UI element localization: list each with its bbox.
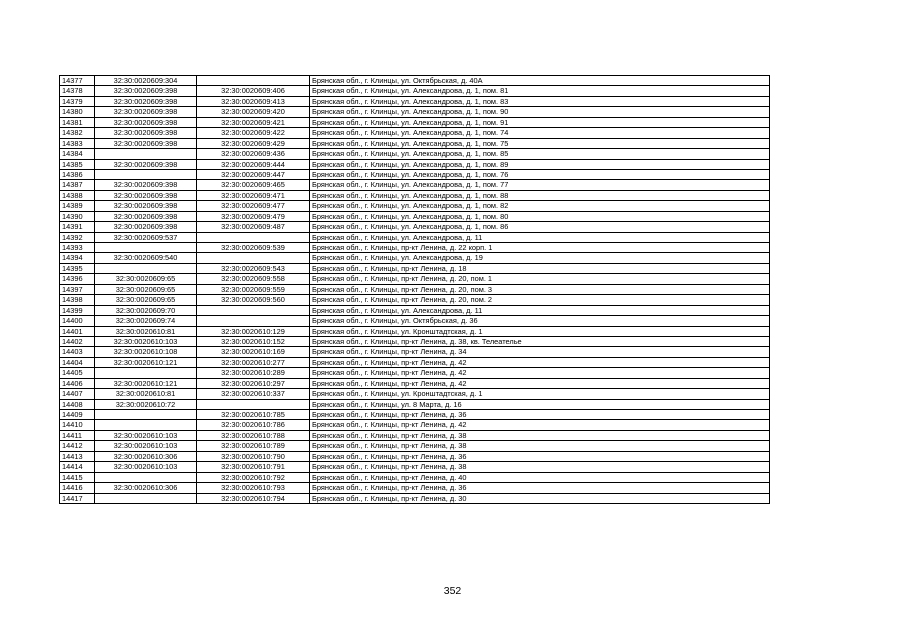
table-row — [60, 138, 770, 148]
row-number-cell: 14393 — [60, 243, 95, 253]
row-number-cell: 14390 — [60, 211, 95, 221]
row-number-cell: 14407 — [60, 389, 95, 399]
address-cell: Брянская обл., г. Клинцы, пр-кт Ленина, д. 34 — [310, 347, 770, 357]
parent-cadastral-number-cell: 32:30:0020609:398 — [95, 96, 197, 106]
cadastral-number-cell: 32:30:0020610:792 — [197, 472, 310, 482]
address-cell: Брянская обл., г. Клинцы, ул. Александрова, д. 11 — [310, 305, 770, 315]
parent-cadastral-number-cell: 32:30:0020609:398 — [95, 86, 197, 96]
cadastral-number-cell: 32:30:0020610:297 — [197, 378, 310, 388]
address-cell: Брянская обл., г. Клинцы, пр-кт Ленина, д. 38, кв. Телеательe — [310, 336, 770, 346]
address-cell: Брянская обл., г. Клинцы, пр-кт Ленина, д. 42 — [310, 357, 770, 367]
row-number-cell: 14413 — [60, 451, 95, 461]
address-cell: Брянская обл., г. Клинцы, ул. Александрова, д. 1, пом. 81 — [310, 86, 770, 96]
cadastral-number-cell: 32:30:0020609:543 — [197, 263, 310, 273]
cadastral-number-cell: 32:30:0020609:465 — [197, 180, 310, 190]
table-row — [60, 483, 770, 493]
table-row — [60, 389, 770, 399]
parent-cadastral-number-cell — [95, 368, 197, 378]
row-number-cell: 14384 — [60, 149, 95, 159]
table-row — [60, 493, 770, 503]
address-cell: Брянская обл., г. Клинцы, пр-кт Ленина, д. 20, пом. 2 — [310, 295, 770, 305]
row-number-cell: 14408 — [60, 399, 95, 409]
parent-cadastral-number-cell: 32:30:0020609:540 — [95, 253, 197, 263]
address-cell: Брянская обл., г. Клинцы, пр-кт Ленина, д. 18 — [310, 263, 770, 273]
table-row — [60, 243, 770, 253]
table-row — [60, 274, 770, 284]
address-cell: Брянская обл., г. Клинцы, ул. Александрова, д. 1, пом. 82 — [310, 201, 770, 211]
address-cell: Брянская обл., г. Клинцы, ул. Кронштадтская, д. 1 — [310, 326, 770, 336]
address-cell: Брянская обл., г. Клинцы, пр-кт Ленина, д. 42 — [310, 378, 770, 388]
address-cell: Брянская обл., г. Клинцы, пр-кт Ленина, д. 36 — [310, 483, 770, 493]
row-number-cell: 14406 — [60, 378, 95, 388]
row-number-cell: 14391 — [60, 222, 95, 232]
cadastral-number-cell: 32:30:0020609:447 — [197, 169, 310, 179]
cadastral-number-cell — [197, 316, 310, 326]
row-number-cell: 14382 — [60, 128, 95, 138]
cadastral-number-cell: 32:30:0020610:789 — [197, 441, 310, 451]
row-number-cell: 14398 — [60, 295, 95, 305]
cadastral-number-cell — [197, 305, 310, 315]
table-row — [60, 96, 770, 106]
cadastral-number-cell — [197, 253, 310, 263]
parent-cadastral-number-cell: 32:30:0020609:304 — [95, 76, 197, 86]
cadastral-number-cell: 32:30:0020610:277 — [197, 357, 310, 367]
parent-cadastral-number-cell — [95, 243, 197, 253]
cadastral-number-cell: 32:30:0020609:487 — [197, 222, 310, 232]
cadastral-number-cell: 32:30:0020609:413 — [197, 96, 310, 106]
cadastral-number-cell: 32:30:0020609:559 — [197, 284, 310, 294]
table-row — [60, 316, 770, 326]
row-number-cell: 14380 — [60, 107, 95, 117]
row-number-cell: 14402 — [60, 336, 95, 346]
cadastral-number-cell: 32:30:0020609:477 — [197, 201, 310, 211]
parent-cadastral-number-cell: 32:30:0020609:398 — [95, 211, 197, 221]
table-row — [60, 347, 770, 357]
cadastral-number-cell: 32:30:0020609:444 — [197, 159, 310, 169]
table-row — [60, 441, 770, 451]
row-number-cell: 14414 — [60, 462, 95, 472]
cadastral-number-cell: 32:30:0020609:539 — [197, 243, 310, 253]
cadastral-number-cell: 32:30:0020610:785 — [197, 410, 310, 420]
row-number-cell: 14385 — [60, 159, 95, 169]
table-row — [60, 222, 770, 232]
row-number-cell: 14404 — [60, 357, 95, 367]
table-row — [60, 451, 770, 461]
parent-cadastral-number-cell: 32:30:0020609:65 — [95, 284, 197, 294]
address-cell: Брянская обл., г. Клинцы, ул. Александрова, д. 1, пом. 90 — [310, 107, 770, 117]
cadastral-number-cell: 32:30:0020609:560 — [197, 295, 310, 305]
table-row — [60, 159, 770, 169]
parent-cadastral-number-cell: 32:30:0020610:306 — [95, 451, 197, 461]
address-cell: Брянская обл., г. Клинцы, пр-кт Ленина, д. 36 — [310, 451, 770, 461]
address-cell: Брянская обл., г. Клинцы, ул. Александрова, д. 1, пом. 83 — [310, 96, 770, 106]
parent-cadastral-number-cell: 32:30:0020610:81 — [95, 326, 197, 336]
parent-cadastral-number-cell: 32:30:0020609:398 — [95, 222, 197, 232]
cadastral-number-cell: 32:30:0020609:422 — [197, 128, 310, 138]
table-row — [60, 128, 770, 138]
parent-cadastral-number-cell: 32:30:0020609:398 — [95, 117, 197, 127]
parent-cadastral-number-cell: 32:30:0020610:103 — [95, 441, 197, 451]
row-number-cell: 14401 — [60, 326, 95, 336]
table-row — [60, 263, 770, 273]
parent-cadastral-number-cell: 32:30:0020610:72 — [95, 399, 197, 409]
table-row — [60, 336, 770, 346]
cadastral-number-cell — [197, 232, 310, 242]
parent-cadastral-number-cell — [95, 149, 197, 159]
parent-cadastral-number-cell: 32:30:0020610:121 — [95, 378, 197, 388]
address-cell: Брянская обл., г. Клинцы, ул. Октябрьская, д. 40А — [310, 76, 770, 86]
row-number-cell: 14397 — [60, 284, 95, 294]
cadastral-number-cell: 32:30:0020609:429 — [197, 138, 310, 148]
row-number-cell: 14383 — [60, 138, 95, 148]
address-cell: Брянская обл., г. Клинцы, пр-кт Ленина, д. 30 — [310, 493, 770, 503]
parent-cadastral-number-cell: 32:30:0020610:103 — [95, 336, 197, 346]
cadastral-number-cell — [197, 399, 310, 409]
address-cell: Брянская обл., г. Клинцы, пр-кт Ленина, д. 36 — [310, 410, 770, 420]
address-cell: Брянская обл., г. Клинцы, ул. Александрова, д. 19 — [310, 253, 770, 263]
cadastral-number-cell: 32:30:0020609:421 — [197, 117, 310, 127]
registry-table-body — [60, 76, 770, 504]
cadastral-number-cell: 32:30:0020610:129 — [197, 326, 310, 336]
cadastral-number-cell: 32:30:0020609:479 — [197, 211, 310, 221]
table-row — [60, 117, 770, 127]
table-row — [60, 462, 770, 472]
table-row — [60, 86, 770, 96]
cadastral-number-cell: 32:30:0020609:436 — [197, 149, 310, 159]
address-cell: Брянская обл., г. Клинцы, ул. Александрова, д. 1, пом. 77 — [310, 180, 770, 190]
row-number-cell: 14377 — [60, 76, 95, 86]
cadastral-number-cell: 32:30:0020610:169 — [197, 347, 310, 357]
table-row — [60, 211, 770, 221]
row-number-cell: 14415 — [60, 472, 95, 482]
address-cell: Брянская обл., г. Клинцы, ул. Александрова, д. 1, пом. 80 — [310, 211, 770, 221]
row-number-cell: 14400 — [60, 316, 95, 326]
parent-cadastral-number-cell: 32:30:0020609:537 — [95, 232, 197, 242]
table-row — [60, 76, 770, 86]
row-number-cell: 14389 — [60, 201, 95, 211]
cadastral-number-cell: 32:30:0020610:788 — [197, 430, 310, 440]
row-number-cell: 14409 — [60, 410, 95, 420]
address-cell: Брянская обл., г. Клинцы, пр-кт Ленина, д. 42 — [310, 420, 770, 430]
cadastral-number-cell: 32:30:0020609:471 — [197, 190, 310, 200]
row-number-cell: 14387 — [60, 180, 95, 190]
row-number-cell: 14388 — [60, 190, 95, 200]
parent-cadastral-number-cell — [95, 169, 197, 179]
parent-cadastral-number-cell — [95, 263, 197, 273]
table-row — [60, 430, 770, 440]
address-cell: Брянская обл., г. Клинцы, пр-кт Ленина, д. 38 — [310, 430, 770, 440]
parent-cadastral-number-cell: 32:30:0020610:108 — [95, 347, 197, 357]
row-number-cell: 14394 — [60, 253, 95, 263]
table-row — [60, 201, 770, 211]
parent-cadastral-number-cell: 32:30:0020610:81 — [95, 389, 197, 399]
parent-cadastral-number-cell — [95, 420, 197, 430]
cadastral-number-cell: 32:30:0020610:337 — [197, 389, 310, 399]
parent-cadastral-number-cell: 32:30:0020610:103 — [95, 462, 197, 472]
cadastral-number-cell: 32:30:0020609:406 — [197, 86, 310, 96]
parent-cadastral-number-cell: 32:30:0020609:65 — [95, 274, 197, 284]
cadastral-number-cell: 32:30:0020610:794 — [197, 493, 310, 503]
table-row — [60, 232, 770, 242]
parent-cadastral-number-cell: 32:30:0020610:103 — [95, 430, 197, 440]
table-row — [60, 357, 770, 367]
address-cell: Брянская обл., г. Клинцы, ул. Александрова, д. 1, пом. 85 — [310, 149, 770, 159]
parent-cadastral-number-cell: 32:30:0020610:121 — [95, 357, 197, 367]
table-row — [60, 420, 770, 430]
table-row — [60, 253, 770, 263]
cadastral-number-cell: 32:30:0020610:791 — [197, 462, 310, 472]
address-cell: Брянская обл., г. Клинцы, ул. Александрова, д. 1, пом. 76 — [310, 169, 770, 179]
table-row — [60, 410, 770, 420]
table-row — [60, 284, 770, 294]
table-row — [60, 169, 770, 179]
row-number-cell: 14379 — [60, 96, 95, 106]
row-number-cell: 14378 — [60, 86, 95, 96]
address-cell: Брянская обл., г. Клинцы, пр-кт Ленина, д. 20, пом. 3 — [310, 284, 770, 294]
parent-cadastral-number-cell: 32:30:0020609:398 — [95, 138, 197, 148]
cadastral-number-cell: 32:30:0020609:558 — [197, 274, 310, 284]
address-cell: Брянская обл., г. Клинцы, ул. Александрова, д. 11 — [310, 232, 770, 242]
table-row — [60, 368, 770, 378]
parent-cadastral-number-cell: 32:30:0020609:74 — [95, 316, 197, 326]
address-cell: Брянская обл., г. Клинцы, ул. Кронштадтская, д. 1 — [310, 389, 770, 399]
cadastral-number-cell: 32:30:0020610:793 — [197, 483, 310, 493]
address-cell: Брянская обл., г. Клинцы, пр-кт Ленина, д. 40 — [310, 472, 770, 482]
row-number-cell: 14412 — [60, 441, 95, 451]
parent-cadastral-number-cell — [95, 493, 197, 503]
table-row — [60, 326, 770, 336]
address-cell: Брянская обл., г. Клинцы, ул. Октябрьская, д. 36 — [310, 316, 770, 326]
table-row — [60, 472, 770, 482]
address-cell: Брянская обл., г. Клинцы, ул. Александрова, д. 1, пом. 86 — [310, 222, 770, 232]
table-row — [60, 180, 770, 190]
row-number-cell: 14410 — [60, 420, 95, 430]
cadastral-number-cell: 32:30:0020610:786 — [197, 420, 310, 430]
row-number-cell: 14416 — [60, 483, 95, 493]
cadastral-number-cell: 32:30:0020610:790 — [197, 451, 310, 461]
table-row — [60, 190, 770, 200]
row-number-cell: 14411 — [60, 430, 95, 440]
row-number-cell: 14403 — [60, 347, 95, 357]
parent-cadastral-number-cell: 32:30:0020609:398 — [95, 128, 197, 138]
parent-cadastral-number-cell: 32:30:0020609:398 — [95, 107, 197, 117]
parent-cadastral-number-cell — [95, 410, 197, 420]
table-row — [60, 378, 770, 388]
cadastral-number-cell: 32:30:0020610:289 — [197, 368, 310, 378]
row-number-cell: 14417 — [60, 493, 95, 503]
row-number-cell: 14399 — [60, 305, 95, 315]
address-cell: Брянская обл., г. Клинцы, пр-кт Ленина, д. 20, пом. 1 — [310, 274, 770, 284]
parent-cadastral-number-cell: 32:30:0020609:398 — [95, 159, 197, 169]
address-cell: Брянская обл., г. Клинцы, ул. 8 Марта, д. 16 — [310, 399, 770, 409]
row-number-cell: 14392 — [60, 232, 95, 242]
cadastral-number-cell — [197, 76, 310, 86]
address-cell: Брянская обл., г. Клинцы, ул. Александрова, д. 1, пом. 75 — [310, 138, 770, 148]
cadastral-number-cell: 32:30:0020609:420 — [197, 107, 310, 117]
row-number-cell: 14405 — [60, 368, 95, 378]
address-cell: Брянская обл., г. Клинцы, ул. Александрова, д. 1, пом. 88 — [310, 190, 770, 200]
address-cell: Брянская обл., г. Клинцы, пр-кт Ленина, д. 38 — [310, 441, 770, 451]
address-cell: Брянская обл., г. Клинцы, ул. Александрова, д. 1, пом. 91 — [310, 117, 770, 127]
parent-cadastral-number-cell: 32:30:0020609:70 — [95, 305, 197, 315]
page-number: 352 — [443, 585, 462, 597]
parent-cadastral-number-cell: 32:30:0020609:398 — [95, 201, 197, 211]
parent-cadastral-number-cell: 32:30:0020609:398 — [95, 190, 197, 200]
property-registry-table — [59, 75, 770, 504]
address-cell: Брянская обл., г. Клинцы, ул. Александрова, д. 1, пом. 74 — [310, 128, 770, 138]
address-cell: Брянская обл., г. Клинцы, пр-кт Ленина, д. 42 — [310, 368, 770, 378]
row-number-cell: 14386 — [60, 169, 95, 179]
parent-cadastral-number-cell: 32:30:0020609:398 — [95, 180, 197, 190]
table-row — [60, 399, 770, 409]
table-row — [60, 295, 770, 305]
row-number-cell: 14396 — [60, 274, 95, 284]
cadastral-number-cell: 32:30:0020610:152 — [197, 336, 310, 346]
address-cell: Брянская обл., г. Клинцы, пр-кт Ленина, д. 22 корп. 1 — [310, 243, 770, 253]
parent-cadastral-number-cell: 32:30:0020610:306 — [95, 483, 197, 493]
row-number-cell: 14395 — [60, 263, 95, 273]
parent-cadastral-number-cell: 32:30:0020609:65 — [95, 295, 197, 305]
table-row — [60, 107, 770, 117]
table-row — [60, 305, 770, 315]
address-cell: Брянская обл., г. Клинцы, ул. Александрова, д. 1, пом. 89 — [310, 159, 770, 169]
address-cell: Брянская обл., г. Клинцы, пр-кт Ленина, д. 38 — [310, 462, 770, 472]
parent-cadastral-number-cell — [95, 472, 197, 482]
table-row — [60, 149, 770, 159]
row-number-cell: 14381 — [60, 117, 95, 127]
